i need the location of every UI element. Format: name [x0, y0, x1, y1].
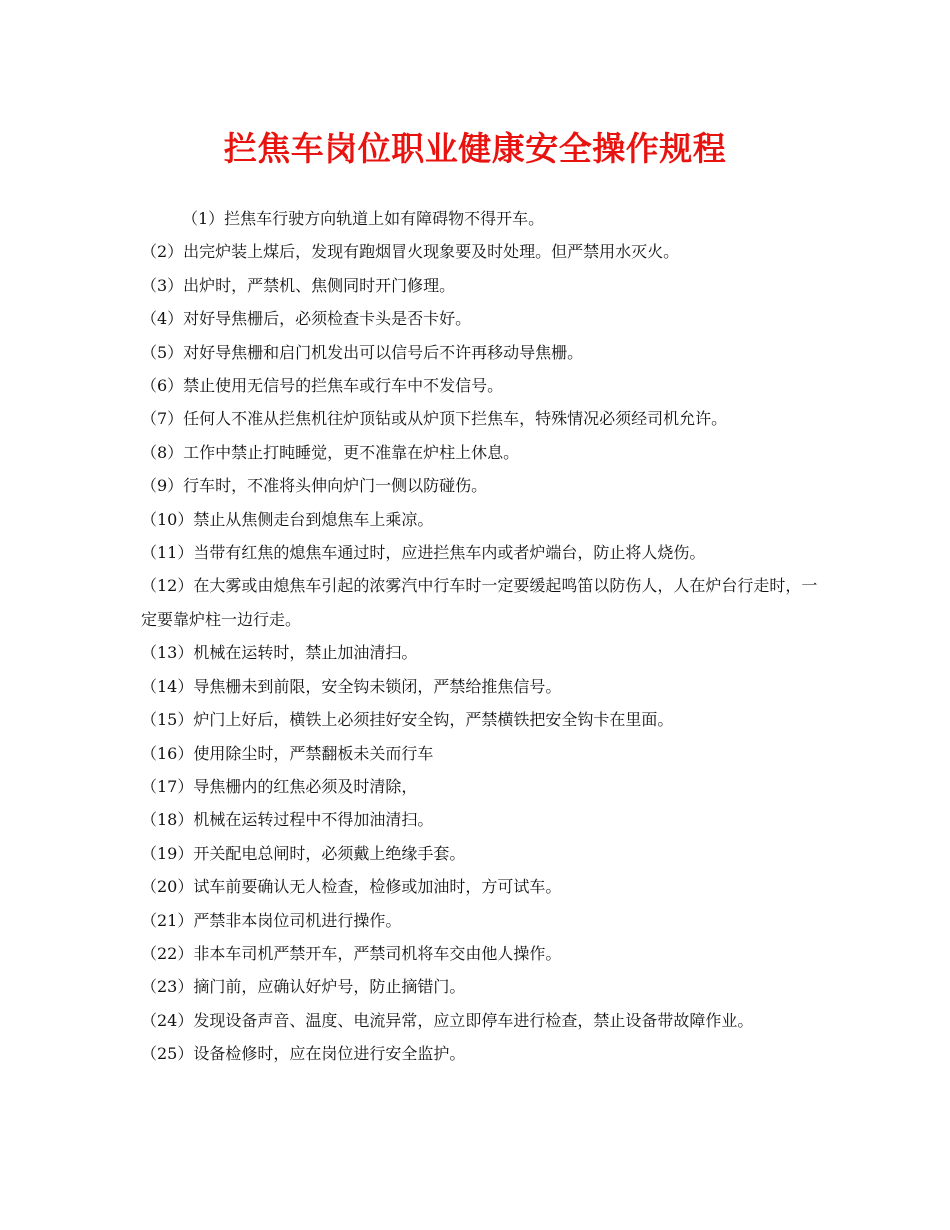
- rule-item-1: （1）拦焦车行驶方向轨道上如有障碍物不得开车。: [182, 209, 545, 228]
- rule-item-4: （4）对好导焦栅后，必须检查卡头是否卡好。: [141, 309, 472, 329]
- rule-item-21: （21）严禁非本岗位司机进行操作。: [141, 910, 402, 930]
- rule-item-20: （20）试车前要确认无人检查，检修或加油时，方可试车。: [141, 877, 562, 897]
- rule-item-16: （16）使用除尘时，严禁翻板未关而行车: [141, 743, 434, 763]
- rule-item-5: （5）对好导焦栅和启门机发出可以信号后不许再移动导焦栅。: [141, 342, 584, 362]
- rule-item-18: （18）机械在运转过程中不得加油清扫。: [141, 810, 434, 830]
- rule-item-25: （25）设备检修时，应在岗位进行安全监护。: [141, 1044, 466, 1064]
- rule-item-7: （7）任何人不准从拦焦机往炉顶钻或从炉顶下拦焦车，特殊情况必须经司机允许。: [141, 409, 728, 429]
- document-title: 拦焦车岗位职业健康安全操作规程: [223, 129, 727, 168]
- rule-item-2: （2）出完炉装上煤后，发现有跑烟冒火现象要及时处理。但严禁用水灭火。: [141, 242, 680, 262]
- document-body: [141, 202, 821, 1071]
- rule-item-23: （23）摘门前，应确认好炉号，防止摘错门。: [141, 977, 466, 997]
- rule-item-24: （24）发现设备声音、温度、电流异常，应立即停车进行检查，禁止设备带故障作业。: [141, 1010, 754, 1030]
- rule-item-12: （12）在大雾或由熄焦车引起的浓雾汽中行车时一定要缓起鸣笛以防伤人，人在炉台行走时，一定要靠炉柱一边行走。: [141, 576, 818, 629]
- rule-item-8: （8）工作中禁止打盹睡觉，更不准靠在炉柱上休息。: [141, 442, 520, 462]
- rule-item-15: （15）炉门上好后，横铁上必须挂好安全钩，严禁横铁把安全钩卡在里面。: [141, 710, 674, 730]
- rule-item-6: （6）禁止使用无信号的拦焦车或行车中不发信号。: [141, 376, 504, 396]
- rule-item-14: （14）导焦栅未到前限，安全钩未锁闭，严禁给推焦信号。: [141, 676, 562, 696]
- rule-item-11: （11）当带有红焦的熄焦车通过时，应进拦焦车内或者炉端台，防止将人烧伤。: [141, 543, 706, 563]
- rule-item-10: （10）禁止从焦侧走台到熄焦车上乘凉。: [141, 509, 434, 529]
- rule-item-22: （22）非本车司机严禁开车，严禁司机将车交由他人操作。: [141, 943, 562, 963]
- rule-item-9: （9）行车时，不准将头伸向炉门一侧以防碰伤。: [141, 476, 488, 496]
- rule-item-3: （3）出炉时，严禁机、焦侧同时开门修理。: [141, 275, 456, 295]
- rule-item-17: （17）导焦栅内的红焦必须及时清除，: [141, 776, 418, 796]
- rule-item-13: （13）机械在运转时，禁止加油清扫。: [141, 643, 418, 663]
- rule-item-19: （19）开关配电总闸时，必须戴上绝缘手套。: [141, 843, 466, 863]
